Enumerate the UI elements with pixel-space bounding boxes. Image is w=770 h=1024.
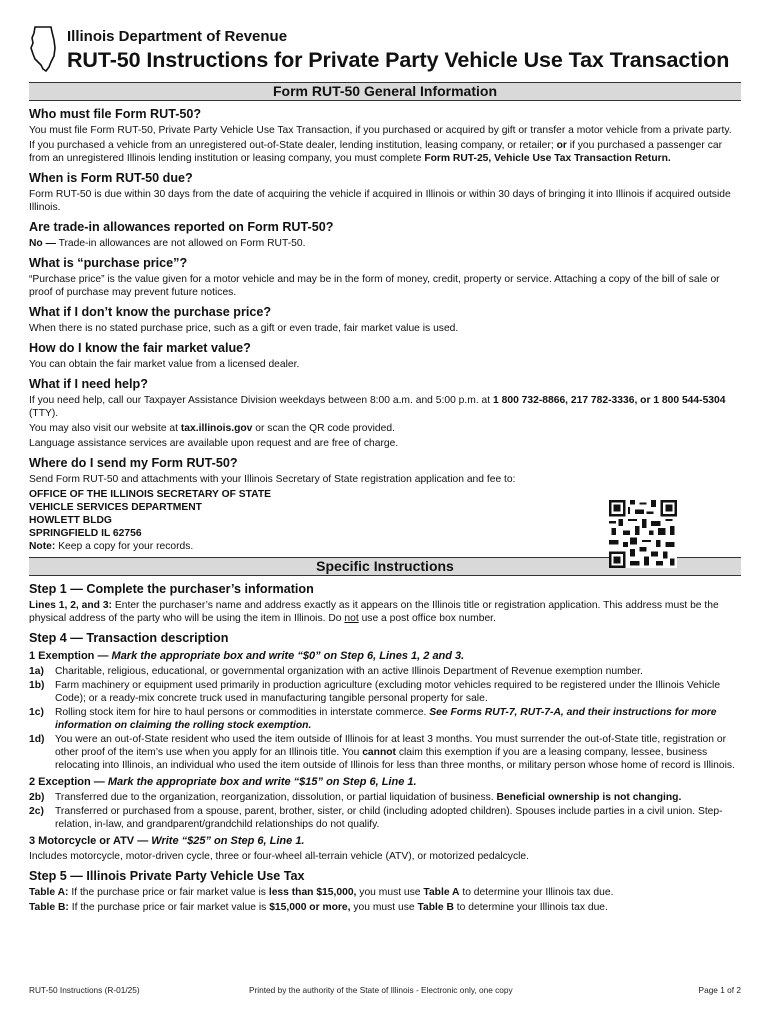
q-where-send: Where do I send my Form RUT-50? <box>29 456 238 470</box>
q-help: What if I need help? <box>29 377 148 391</box>
page <box>29 22 741 916</box>
q-unknown-price: What if I don’t know the purchase price? <box>29 305 272 319</box>
list-item: 1d) You were an out-of-State resident who used the item outside of Illinois for at least 3 months. You must surrender the out-of-State title, registration or other proof of the item’s use when you apply for an Illinois title. You cannot claim this exemption if you are a leasing company, lessee, business relocating into Illinois, an individual who used the item outside of Illinois for less than three months, or military person whose home of record is Illinois. <box>29 734 735 771</box>
a-where-send: Send Form RUT-50 and attachments with your Illinois Secretary of State registration application and fee to: <box>29 474 516 485</box>
print-authority: Printed by the authority of the State of Illinois - Electronic only, one copy <box>249 985 513 995</box>
a-help-2: You may also visit our website at tax.illinois.gov or scan the QR code provided. <box>29 423 395 434</box>
a-help-3: Language assistance services are available upon request and are free of charge. <box>29 438 399 449</box>
qr-code-icon[interactable] <box>609 500 677 568</box>
a-when-due: Form RUT-50 is due within 30 days from the date of acquiring the vehicle if acquired in Illinois or within 30 days of bringing it into Illinois if acquired outside Illinois. <box>29 189 731 213</box>
q-fair-market: How do I know the fair market value? <box>29 341 251 355</box>
page-number: Page 1 of 2 <box>698 985 741 995</box>
a-unknown-price: When there is no stated purchase price, such as a gift or even trade, fair market value is used. <box>29 323 459 334</box>
a-trade-in: No — Trade-in allowances are not allowed on Form RUT-50. <box>29 238 306 249</box>
address-line: VEHICLE SERVICES DEPARTMENT <box>29 502 202 513</box>
list-item: 2b) Transferred due to the organization, reorganization, dissolution, or partial liquidation of business. Beneficial ownership is not changing. <box>29 792 682 803</box>
table-a-desc: Table A: If the purchase price or fair market value is less than $15,000, you must use Table A to determine your Illinois tax due. <box>29 887 614 898</box>
list-item: 1a) Charitable, religious, educational, or governmental organization with an active Illinois Department of Revenue exemption number. <box>29 666 643 677</box>
exemption-heading: 1 Exemption — Mark the appropriate box and write “$0” on Step 6, Lines 1, 2 and 3. <box>29 650 465 662</box>
address-line: HOWLETT BLDG <box>29 515 112 526</box>
q-purchase-price: What is “purchase price”? <box>29 256 188 270</box>
note: Note: Keep a copy for your records. <box>29 541 194 552</box>
page-title: RUT-50 Instructions for Private Party Vehicle Use Tax Transaction <box>67 48 730 72</box>
general-info-banner: Form RUT-50 General Information <box>29 82 741 101</box>
header <box>29 22 741 80</box>
q-who-must-file: Who must file Form RUT-50? <box>29 107 202 121</box>
address-line: OFFICE OF THE ILLINOIS SECRETARY OF STATE <box>29 489 271 500</box>
motorcycle-desc: Includes motorcycle, motor-driven cycle, three or four-wheel all-terrain vehicle (ATV), or motorized pedalcycle. <box>29 851 529 862</box>
form-revision: RUT-50 Instructions (R-01/25) <box>29 985 140 995</box>
step5-heading: Step 5 — Illinois Private Party Vehicle Use Tax <box>29 869 305 883</box>
list-item: 1b) Farm machinery or equipment used primarily in production agriculture (excluding motor vehicles required to be registered under the Illinois Vehicle Code); or a ready-mix concrete truck used in manufacturing tangible personal property for sale. <box>29 680 721 704</box>
a-help-1: If you need help, call our Taxpayer Assistance Division weekdays between 8:00 a.m. and 5:00 p.m. at 1 800 732-8866, 217 782-3336, or 1 800 544-5304 (TTY). <box>29 395 726 419</box>
list-item: 2c) Transferred or purchased from a spouse, parent, brother, sister, or child (including adopted children). Spouses include parties in a civil union. Step-relation, in-law, and grandparent/grandchild relationships do not qualify. <box>29 806 723 830</box>
q-when-due: When is Form RUT-50 due? <box>29 171 193 185</box>
step1-heading: Step 1 — Complete the purchaser’s information <box>29 582 314 596</box>
a-who-must-file-1: You must file Form RUT-50, Private Party Vehicle Use Tax Transaction, if you purchased or acquired by gift or transfer a motor vehicle from a private party. <box>29 125 732 136</box>
website-link[interactable]: tax.illinois.gov <box>180 423 253 434</box>
motorcycle-heading: 3 Motorcycle or ATV — Write “$25” on Step 6, Line 1. <box>29 835 305 847</box>
illinois-outline-icon <box>29 26 59 72</box>
step1-lines: Lines 1, 2, and 3: Enter the purchaser’s name and address exactly as it appears on the Illinois title or registration application. This address must be the physical address of the party who will be using the item in Illinois. Do not use a post office box number. <box>29 600 719 624</box>
a-fair-market: You can obtain the fair market value from a licensed dealer. <box>29 359 300 370</box>
a-purchase-price: “Purchase price” is the value given for a motor vehicle and may be in the form of money, credit, property or service. Attaching a copy of the bill of sale or proof of purchase may prevent future notices. <box>29 274 720 298</box>
department-name: Illinois Department of Revenue <box>67 28 288 45</box>
step4-heading: Step 4 — Transaction description <box>29 631 229 645</box>
specific-instructions-banner: Specific Instructions <box>29 557 741 576</box>
list-item: 1c) Rolling stock item for hire to haul persons or commodities in interstate commerce. See Forms RUT-7, RUT-7-A, and their instructions for more information on claiming the rolling stock exemption. <box>29 707 717 731</box>
address-line: SPRINGFIELD IL 62756 <box>29 528 142 539</box>
exception-heading: 2 Exception — Mark the appropriate box and write “$15” on Step 6, Line 1. <box>29 776 417 788</box>
q-trade-in: Are trade-in allowances reported on Form RUT-50? <box>29 220 334 234</box>
a-who-must-file-2: If you purchased a vehicle from an unregistered out-of-State dealer, lending institution, leasing company, or retailer; or if you purchased a passenger car from an unregistered Illinois lending institution or leasing company, you must complete Form RUT-25, Vehicle Use Tax Transaction Return. <box>29 140 723 164</box>
table-b-desc: Table B: If the purchase price or fair market value is $15,000 or more, you must use Table B to determine your Illinois tax due. <box>29 902 608 913</box>
